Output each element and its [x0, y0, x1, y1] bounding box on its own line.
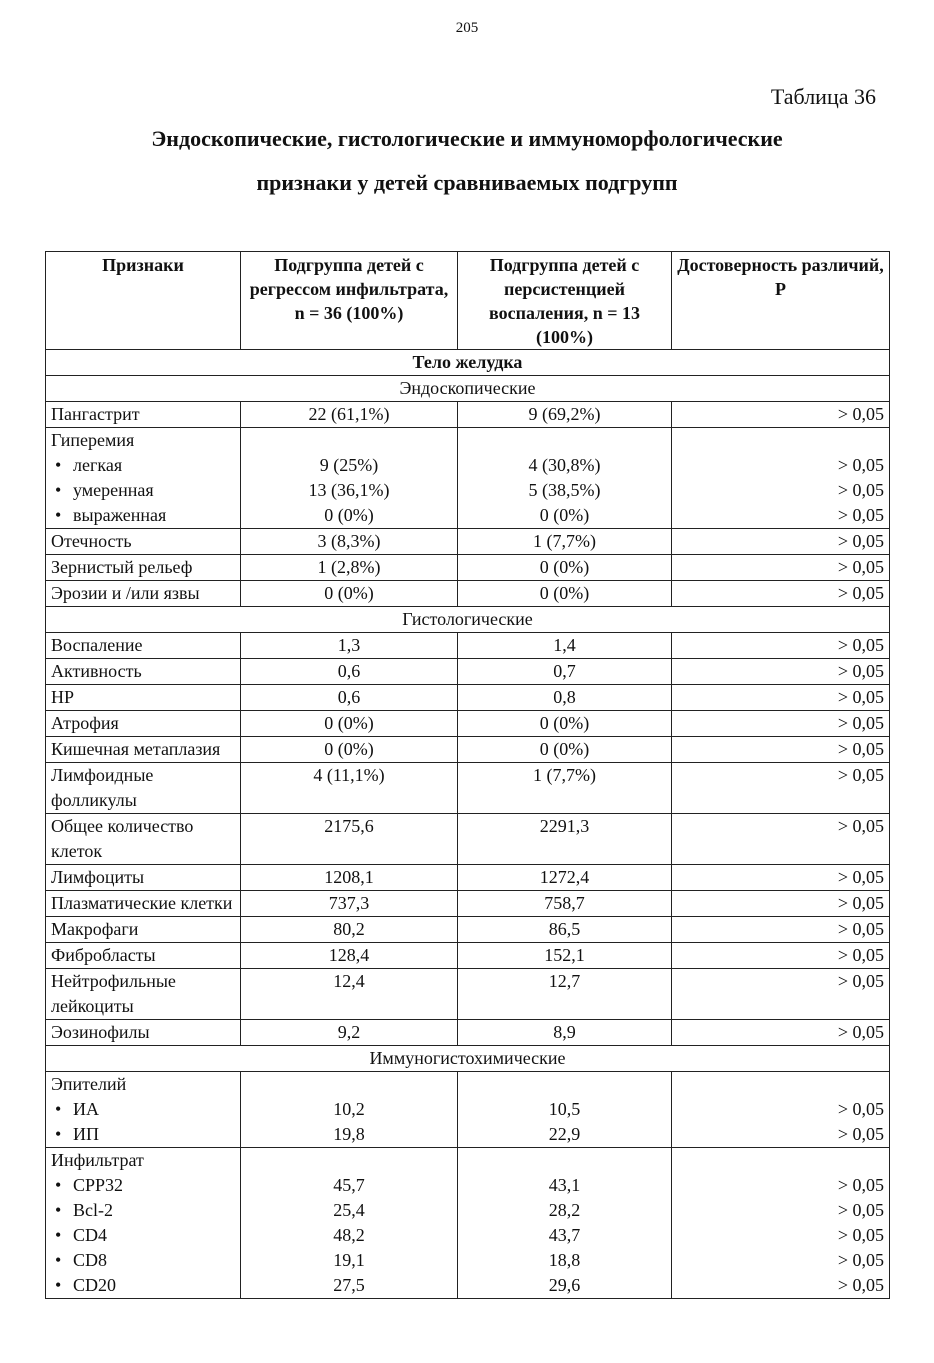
table-row [46, 555, 890, 581]
table-row [46, 943, 890, 969]
row-label: Лимфоидные фолликулы [46, 763, 241, 814]
row-label: Лимфоциты [46, 865, 241, 891]
value: 10,5 [548, 1099, 581, 1119]
value: > 0,05 [837, 505, 884, 525]
list-item: • ИП [51, 1122, 235, 1147]
cell-group1: 737,3 [241, 891, 458, 917]
cell-group1: 1 (2,8%) [241, 555, 458, 581]
value: 28,2 [548, 1200, 581, 1220]
row-label: Инфильтрат [51, 1150, 144, 1170]
section-immunohistochemical: Иммуногистохимические [46, 1046, 890, 1072]
value: 13 (36,1%) [308, 480, 390, 500]
cell-group1: 2175,6 [241, 814, 458, 865]
row-label: Макрофаги [46, 917, 241, 943]
cell-p: > 0,05 [672, 581, 890, 607]
cell-group2: 9 (69,2%) [458, 402, 672, 428]
table-row [46, 763, 890, 814]
section-endoscopic: Эндоскопические [46, 376, 890, 402]
histology-rows [46, 633, 890, 1046]
page-number: 205 [455, 20, 479, 36]
cell-group1: 3 (8,3%) [241, 529, 458, 555]
section-row [46, 350, 890, 376]
cell-group2: 0 (0%) [458, 711, 672, 737]
row-label: Общее количество клеток [46, 814, 241, 865]
cell-group2: 8,9 [458, 1020, 672, 1046]
cell-group1: 0 (0%) [241, 737, 458, 763]
value: 29,6 [548, 1275, 581, 1295]
cell-p: > 0,05 [672, 633, 890, 659]
cell-group1: 0 (0%) [241, 711, 458, 737]
table-row [46, 917, 890, 943]
cell-p: > 0,05 [672, 969, 890, 1020]
cell-group1: 9,2 [241, 1020, 458, 1046]
value: 43,7 [548, 1225, 581, 1245]
list-item: • CD20 [51, 1273, 235, 1298]
row-label-group [46, 1072, 241, 1148]
table-row [46, 633, 890, 659]
cell-p: > 0,05 [672, 865, 890, 891]
cell-group2: 152,1 [458, 943, 672, 969]
cell-group2: 0,8 [458, 685, 672, 711]
row-label-group [46, 1148, 241, 1299]
row-label: Фибробласты [46, 943, 241, 969]
cell-p: > 0,05 [672, 891, 890, 917]
cell-group1: 0 (0%) [241, 581, 458, 607]
cell-group2: 1,4 [458, 633, 672, 659]
section-histologic: Гистологические [46, 607, 890, 633]
header-group-persist: Подгруппа детей с персистенцией воспаления, n = 13 (100%) [458, 252, 672, 350]
cell-group2 [458, 1072, 672, 1148]
row-label: Пангастрит [46, 402, 241, 428]
table-row [46, 711, 890, 737]
value: 0 (0%) [539, 505, 590, 525]
cell-p: > 0,05 [672, 529, 890, 555]
section-row [46, 376, 890, 402]
value: > 0,05 [837, 1250, 884, 1270]
value: 27,5 [333, 1275, 365, 1295]
value: > 0,05 [837, 1099, 884, 1119]
row-label: НР [46, 685, 241, 711]
cell-p [672, 1148, 890, 1299]
table-row [46, 428, 890, 529]
list-item: • CPP32 [51, 1173, 235, 1198]
row-label: Атрофия [46, 711, 241, 737]
value: > 0,05 [837, 1124, 884, 1144]
table-row [46, 891, 890, 917]
cell-group1: 80,2 [241, 917, 458, 943]
table-title-line-2: признаки у детей сравниваемых подгрупп [256, 170, 678, 195]
row-label: Кишечная метаплазия [46, 737, 241, 763]
row-label: Эрозии и /или язвы [46, 581, 241, 607]
value: 48,2 [333, 1225, 365, 1245]
cell-p [672, 1072, 890, 1148]
row-label: Гиперемия [51, 430, 135, 450]
table-row [46, 402, 890, 428]
cell-p: > 0,05 [672, 711, 890, 737]
row-label: Эозинофилы [46, 1020, 241, 1046]
cell-group2: 1 (7,7%) [458, 529, 672, 555]
cell-p: > 0,05 [672, 555, 890, 581]
table-row [46, 1072, 890, 1148]
cell-group1: 1208,1 [241, 865, 458, 891]
value: 0 (0%) [324, 505, 374, 525]
cell-group1: 128,4 [241, 943, 458, 969]
cell-group1 [241, 1072, 458, 1148]
value: 45,7 [333, 1175, 365, 1195]
cell-group1 [241, 428, 458, 529]
cell-group2: 2291,3 [458, 814, 672, 865]
value: 10,2 [333, 1099, 365, 1119]
table-row [46, 685, 890, 711]
table-row [46, 581, 890, 607]
table-title-line-1: Эндоскопические, гистологические и иммуноморфологические [151, 126, 783, 151]
list-item: • выраженная [51, 503, 235, 528]
cell-p: > 0,05 [672, 814, 890, 865]
cell-group1: 0,6 [241, 659, 458, 685]
value: > 0,05 [837, 1175, 884, 1195]
value: 9 (25%) [319, 455, 379, 475]
table-row [46, 529, 890, 555]
section-stomach-body: Тело желудка [46, 350, 890, 376]
row-label-group [46, 428, 241, 529]
value: > 0,05 [837, 480, 884, 500]
list-item: • легкая [51, 453, 235, 478]
section-row [46, 1046, 890, 1072]
cell-p [672, 428, 890, 529]
cell-group2: 758,7 [458, 891, 672, 917]
header-significance: Достоверность различий, Р [672, 252, 890, 350]
cell-p: > 0,05 [672, 763, 890, 814]
table-row [46, 1020, 890, 1046]
cell-group1: 0,6 [241, 685, 458, 711]
cell-group1: 1,3 [241, 633, 458, 659]
value: 43,1 [548, 1175, 581, 1195]
cell-group2: 12,7 [458, 969, 672, 1020]
cell-group2: 86,5 [458, 917, 672, 943]
list-item: • Bcl-2 [51, 1198, 235, 1223]
header-features: Признаки [46, 252, 241, 350]
value: > 0,05 [837, 1275, 884, 1295]
table-row [46, 969, 890, 1020]
table-row [46, 659, 890, 685]
cell-group2: 0,7 [458, 659, 672, 685]
cell-group2: 0 (0%) [458, 737, 672, 763]
cell-p: > 0,05 [672, 1020, 890, 1046]
header-group-regress: Подгруппа детей с регрессом инфильтрата, n = 36 (100%) [241, 252, 458, 350]
table-row [46, 1148, 890, 1299]
cell-group2 [458, 1148, 672, 1299]
list-item: • умеренная [51, 478, 235, 503]
comparison-table [45, 251, 890, 1299]
value: > 0,05 [837, 1200, 884, 1220]
table-row [46, 814, 890, 865]
table-row [46, 737, 890, 763]
cell-p: > 0,05 [672, 685, 890, 711]
cell-group1: 12,4 [241, 969, 458, 1020]
cell-group2: 1 (7,7%) [458, 763, 672, 814]
cell-group1: 22 (61,1%) [241, 402, 458, 428]
list-item: • CD4 [51, 1223, 235, 1248]
value: 5 (38,5%) [528, 480, 601, 500]
list-item: • ИА [51, 1097, 235, 1122]
row-label: Зернистый рельеф [46, 555, 241, 581]
row-label: Отечность [46, 529, 241, 555]
row-label: Воспаление [46, 633, 241, 659]
value: 19,1 [333, 1250, 365, 1270]
header-row [46, 252, 890, 350]
value: 4 (30,8%) [528, 455, 601, 475]
value: 25,4 [333, 1200, 365, 1220]
cell-group1 [241, 1148, 458, 1299]
cell-group2 [458, 428, 672, 529]
cell-p: > 0,05 [672, 943, 890, 969]
section-row [46, 607, 890, 633]
cell-p: > 0,05 [672, 737, 890, 763]
cell-p: > 0,05 [672, 659, 890, 685]
table-label: Таблица 36 [770, 84, 876, 109]
value: > 0,05 [837, 1225, 884, 1245]
row-label: Эпителий [51, 1074, 127, 1094]
cell-group2: 0 (0%) [458, 555, 672, 581]
table-row [46, 865, 890, 891]
row-label: Плазматические клетки [46, 891, 241, 917]
row-label: Активность [46, 659, 241, 685]
cell-p: > 0,05 [672, 402, 890, 428]
list-item: • CD8 [51, 1248, 235, 1273]
value: 22,9 [548, 1124, 581, 1144]
value: > 0,05 [837, 455, 884, 475]
cell-p: > 0,05 [672, 917, 890, 943]
value: 18,8 [548, 1250, 581, 1270]
cell-group1: 4 (11,1%) [241, 763, 458, 814]
cell-group2: 1272,4 [458, 865, 672, 891]
cell-group2: 0 (0%) [458, 581, 672, 607]
row-label: Нейтрофильные лейкоциты [46, 969, 241, 1020]
value: 19,8 [333, 1124, 365, 1144]
